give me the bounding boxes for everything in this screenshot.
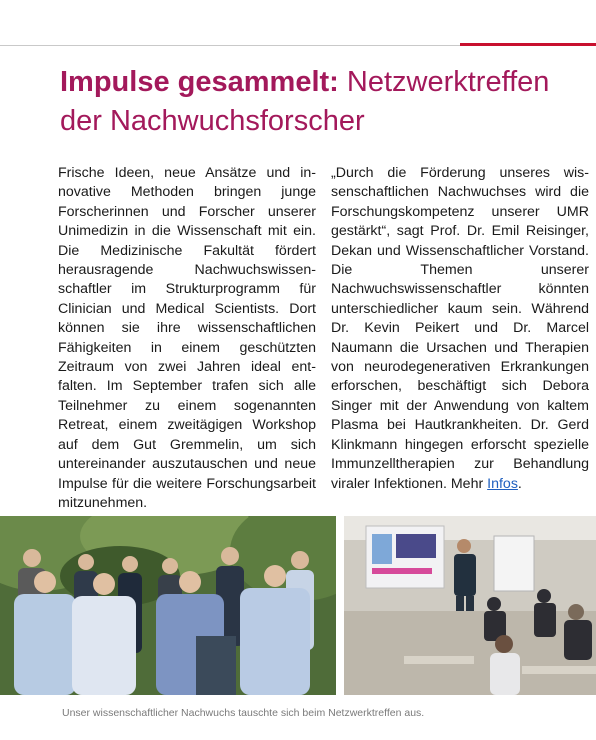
body-right-text: „Durch die Förderung unseres wissenschaftlichen Nachwuchses wird die Forschungskompetenz unserer UMR gestärkt“, sagt Prof. Dr. Emil Reisinger, Dekan und Wissenschaftlicher Vorstand. Die Themen unserer Nachwuchswissenschaftler könnten unterschiedlicher kaum sein. Während Dr. Kevin Peikert und Dr. Marcel Naumann die Ursachen und Therapien von neurodegenerativen Erkrankungen erforschen, beschäftigt sich Debora Singer mit der Anwendung von kaltem Plasma bei Hautkrankheiten. Dr. Gerd Klinkmann hingegen erforscht spezielle Immunzelltherapien zur Behandlung viraler Infektionen. Mehr bbox=[331, 165, 589, 492]
headline-lead: Impulse gesammelt: bbox=[60, 66, 339, 98]
body-column-right bbox=[331, 164, 589, 494]
body-right-end: . bbox=[517, 475, 522, 492]
body-column-left: Frische Ideen, neue Ansätze und innovative Methoden bringen junge Forscherinnen und Forscher unserer Unimedizin in die Wissenschaft mit ein. Die Medizinische Fakultät fördert herausragende Nachwuchswissenschaftler im Strukturprogramm für Clinician und Medical Scientists. Dort können sie ihre wissenschaftlichen Fähigkeiten in einem geschützten Zeitraum von zwei Jahren ideal entfalten. Im September trafen sich alle Teilnehmer zu einem sogenannten Retreat, einem zweitägigen Workshop auf dem Gut Gremmelin, um sich untereinander auszutauschen und neue Impulse für die weitere Forschungsarbeit mitzunehmen. bbox=[58, 165, 316, 511]
photo-caption: Unser wissenschaftlicher Nachwuchs tauschte sich beim Netzwerktreffen aus. bbox=[62, 707, 425, 719]
accent-rule bbox=[460, 43, 596, 46]
headline-rest: Netzwerktreffen der Nachwuchsforscher bbox=[60, 66, 550, 137]
group-photo bbox=[0, 516, 336, 695]
group-photo-illustration bbox=[0, 516, 336, 695]
infos-link[interactable]: Infos bbox=[487, 475, 518, 492]
seminar-photo-illustration bbox=[344, 516, 596, 695]
seminar-photo bbox=[344, 516, 596, 695]
article-headline bbox=[60, 63, 580, 141]
